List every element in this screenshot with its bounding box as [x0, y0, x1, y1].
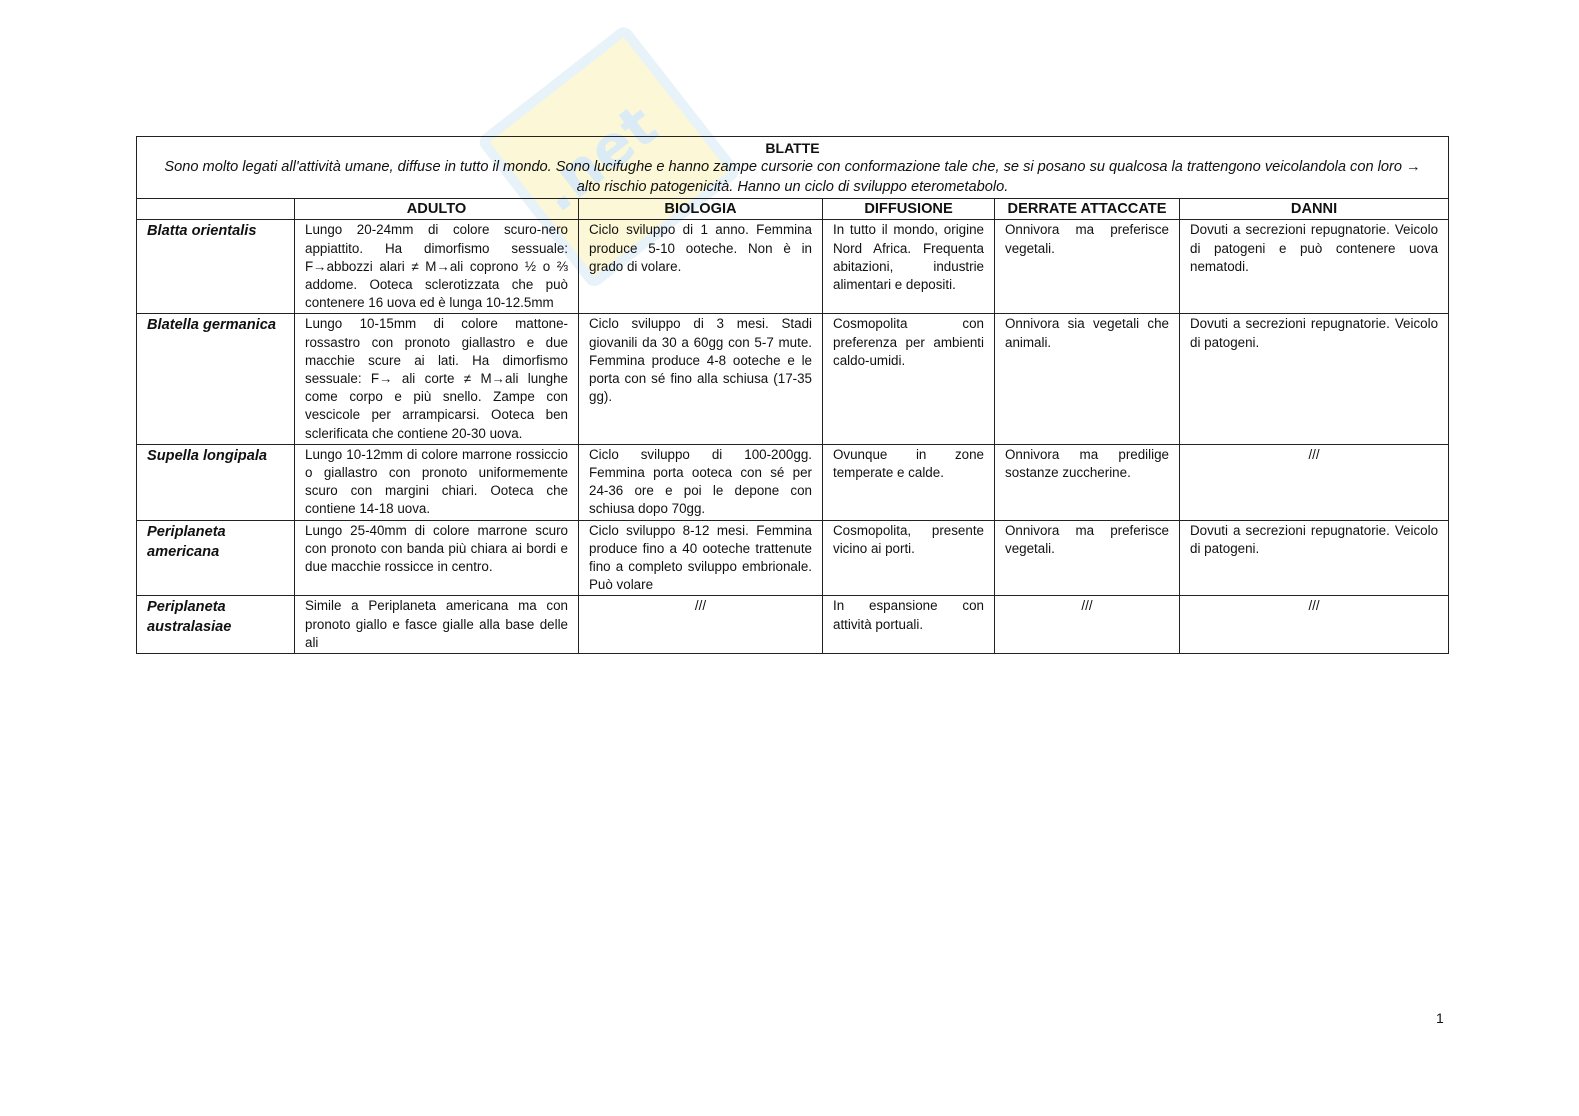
- cell-adulto: Lungo 25-40mm di colore marrone scuro con pronoto con banda più chiara ai bordi e due macchie rossicce in centro.: [295, 520, 579, 596]
- watermark-text: .net: [525, 91, 670, 226]
- cell-adulto: Simile a Periplaneta americana ma con pronoto giallo e fasce gialle alla base delle ali: [295, 596, 579, 654]
- blatte-table: [136, 136, 1449, 654]
- cell-derrate: Onnivora ma predilige sostanze zuccherine.: [995, 444, 1180, 520]
- header-diffusione: DIFFUSIONE: [823, 199, 995, 220]
- cell-derrate: ///: [995, 596, 1180, 654]
- cell-biologia: Ciclo sviluppo di 3 mesi. Stadi giovanili da 30 a 60gg con 5-7 mute. Femmina produce 4-8 ooteche e le porta con sé fino alla schiusa (17-35 gg).: [579, 314, 823, 444]
- cell-adulto: Lungo 10-15mm di colore mattone-rossastro con pronoto giallastro e due macchie scure ai lati. Ha dimorfismo sessuale: F→ ali corte ≠ M→ali lunghe come corpo e più snello. Zampe con vescicole per arrampicarsi. Ooteca ben sclerificata che contiene 20-30 uova.: [295, 314, 579, 444]
- table-row: [137, 314, 1449, 444]
- header-danni: DANNI: [1180, 199, 1449, 220]
- species-name: Periplaneta americana: [137, 520, 295, 596]
- cell-diffusione: In espansione con attività portuali.: [823, 596, 995, 654]
- species-name: Blatta orientalis: [137, 220, 295, 314]
- species-name: Periplaneta australasiae: [137, 596, 295, 654]
- header-species: [137, 199, 295, 220]
- cell-danni: Dovuti a secrezioni repugnatorie. Veicolo di patogeni e può contenere uova nematodi.: [1180, 220, 1449, 314]
- cell-diffusione: Cosmopolita con preferenza per ambienti caldo-umidi.: [823, 314, 995, 444]
- header-biologia: BIOLOGIA: [579, 199, 823, 220]
- table-title: BLATTE: [765, 140, 820, 156]
- table-row: [137, 220, 1449, 314]
- species-name: Supella longipala: [137, 444, 295, 520]
- cell-diffusione: Cosmopolita, presente vicino ai porti.: [823, 520, 995, 596]
- cell-adulto: Lungo 20-24mm di colore scuro-nero appiattito. Ha dimorfismo sessuale: F→abbozzi alari ≠ M→ali coprono ½ o ⅔ addome. Ooteca sclerotizzata che può contenere 16 uova ed è lunga 10-12.5mm: [295, 220, 579, 314]
- table-row: [137, 596, 1449, 654]
- cell-biologia: ///: [579, 596, 823, 654]
- cell-danni: ///: [1180, 444, 1449, 520]
- cell-danni: ///: [1180, 596, 1449, 654]
- cell-danni: Dovuti a secrezioni repugnatorie. Veicolo di patogeni.: [1180, 314, 1449, 444]
- page-number: 1: [1436, 1010, 1444, 1026]
- header-adulto: ADULTO: [295, 199, 579, 220]
- table-row: [137, 520, 1449, 596]
- cell-diffusione: Ovunque in zone temperate e calde.: [823, 444, 995, 520]
- species-name: Blatella germanica: [137, 314, 295, 444]
- cell-danni: Dovuti a secrezioni repugnatorie. Veicolo di patogeni.: [1180, 520, 1449, 596]
- cell-biologia: Ciclo sviluppo di 1 anno. Femmina produce 5-10 ooteche. Non è in grado di volare.: [579, 220, 823, 314]
- cell-derrate: Onnivora sia vegetali che animali.: [995, 314, 1180, 444]
- cell-derrate: Onnivora ma preferisce vegetali.: [995, 220, 1180, 314]
- cell-derrate: Onnivora ma preferisce vegetali.: [995, 520, 1180, 596]
- cell-adulto: Lungo 10-12mm di colore marrone rossiccio o giallastro con pronoto uniformemente scuro con margini chiari. Ooteca che contiene 14-18 uova.: [295, 444, 579, 520]
- table-intro: Sono molto legati all'attività umane, diffuse in tutto il mondo. Sono lucifughe e hanno zampe cursorie con conformazione tale che, se si posano su qualcosa la trattengono veicolandola con loro → alto rischio patogenicità. Hanno un ciclo di sviluppo eterometabolo.: [164, 159, 1421, 196]
- table-title-cell: [137, 137, 1449, 199]
- header-derrate: DERRATE ATTACCATE: [995, 199, 1180, 220]
- cell-biologia: Ciclo sviluppo 8-12 mesi. Femmina produce fino a 40 ooteche trattenute fino a completo sviluppo embrionale. Può volare: [579, 520, 823, 596]
- table-row: [137, 444, 1449, 520]
- cell-biologia: Ciclo sviluppo di 100-200gg. Femmina porta ooteca con sé per 24-36 ore e poi le depone con schiusa dopo 70gg.: [579, 444, 823, 520]
- cell-diffusione: In tutto il mondo, origine Nord Africa. Frequenta abitazioni, industrie alimentari e depositi.: [823, 220, 995, 314]
